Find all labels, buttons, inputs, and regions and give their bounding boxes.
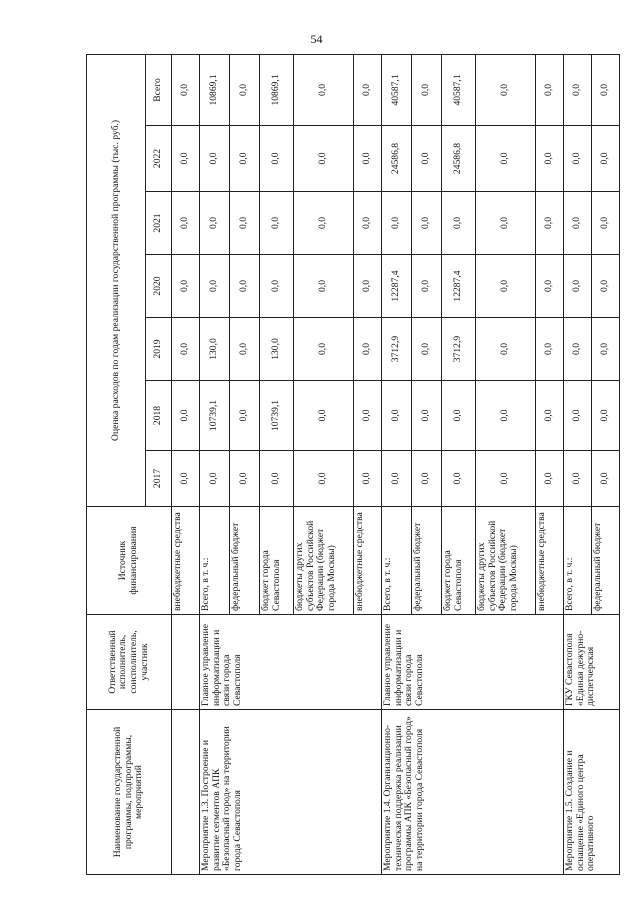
value-cell: 0,0 xyxy=(476,54,536,125)
value-cell: 0,0 xyxy=(476,255,536,318)
value-cell: 130,0 xyxy=(260,318,294,381)
value-cell: 0,0 xyxy=(536,255,564,318)
value-cell: 0,0 xyxy=(564,451,592,507)
measure-1-4-responsible: Главное управление информатизации и связи города Севастополя xyxy=(382,615,564,710)
measure-1-3-name: Мероприятие 1.3. Построение и развитие сегментов АПК «Безопасный город» на территории города Севастополя xyxy=(200,710,382,875)
source-cell: федеральный бюджет xyxy=(230,507,260,615)
year-2018: 2018 xyxy=(146,381,172,451)
value-cell: 0,0 xyxy=(354,192,382,255)
value-cell: 0,0 xyxy=(564,126,592,192)
value-cell: 0,0 xyxy=(172,255,200,318)
value-cell: 12287,4 xyxy=(442,255,476,318)
value-cell: 0,0 xyxy=(294,318,354,381)
source-cell: бюджет города Севастополя xyxy=(260,507,294,615)
value-cell: 3712,9 xyxy=(382,318,412,381)
header-row-1 xyxy=(87,54,146,874)
value-cell: 0,0 xyxy=(442,192,476,255)
value-cell: 0,0 xyxy=(172,451,200,507)
value-cell: 0,0 xyxy=(412,126,442,192)
year-2020: 2020 xyxy=(146,255,172,318)
value-cell: 0,0 xyxy=(172,126,200,192)
value-cell: 0,0 xyxy=(592,381,620,451)
value-cell: 0,0 xyxy=(260,192,294,255)
value-cell: 0,0 xyxy=(172,192,200,255)
value-cell: 0,0 xyxy=(354,451,382,507)
source-cell: внебюджетные средства xyxy=(354,507,382,615)
value-cell: 0,0 xyxy=(382,451,412,507)
source-cell: бюджеты других субъектов Российской Федерации (бюджет города Москвы) xyxy=(294,507,354,615)
value-cell: 10739,1 xyxy=(200,381,230,451)
value-cell: 0,0 xyxy=(230,318,260,381)
header-estimate: Оценка расходов по годам реализации государственной программы (тыс. руб.) xyxy=(87,54,146,506)
value-cell: 0,0 xyxy=(412,318,442,381)
value-cell: 10739,1 xyxy=(260,381,294,451)
rotated-table-wrapper xyxy=(86,55,611,875)
value-cell: 0,0 xyxy=(564,255,592,318)
value-cell: 0,0 xyxy=(200,255,230,318)
value-cell: 0,0 xyxy=(536,381,564,451)
value-cell: 0,0 xyxy=(354,381,382,451)
measure-1-3-responsible: Главное управление информатизации и связи города Севастополя xyxy=(200,615,382,710)
value-cell: 0,0 xyxy=(354,54,382,125)
value-cell: 0,0 xyxy=(200,451,230,507)
header-source: Источник финансирования xyxy=(87,507,172,615)
value-cell: 10869,1 xyxy=(260,54,294,125)
year-total: Всего xyxy=(146,54,172,125)
source-cell: бюджеты других субъектов Российской Федерации (бюджет города Москвы) xyxy=(476,507,536,615)
value-cell: 10869,1 xyxy=(200,54,230,125)
value-cell: 0,0 xyxy=(382,381,412,451)
year-2021: 2021 xyxy=(146,192,172,255)
value-cell: 0,0 xyxy=(412,381,442,451)
value-cell: 0,0 xyxy=(592,54,620,125)
table-row xyxy=(200,54,230,874)
value-cell: 0,0 xyxy=(294,255,354,318)
value-cell: 0,0 xyxy=(294,451,354,507)
value-cell: 0,0 xyxy=(412,255,442,318)
source-cell: внебюджетные средства xyxy=(172,507,200,615)
value-cell: 0,0 xyxy=(294,126,354,192)
value-cell: 0,0 xyxy=(354,126,382,192)
source-cell: федеральный бюджет xyxy=(412,507,442,615)
header-responsible: Ответственный исполнитель, соисполнитель, участник xyxy=(87,615,172,710)
source-cell: бюджет города Севастополя xyxy=(442,507,476,615)
value-cell: 0,0 xyxy=(564,381,592,451)
year-2022: 2022 xyxy=(146,126,172,192)
year-2019: 2019 xyxy=(146,318,172,381)
value-cell: 0,0 xyxy=(476,318,536,381)
source-cell: внебюджетные средства xyxy=(536,507,564,615)
value-cell: 0,0 xyxy=(260,126,294,192)
value-cell: 130,0 xyxy=(200,318,230,381)
name-cell xyxy=(172,710,200,875)
measure-1-5-responsible: ГКУ Севастополя «Единая дежурно-диспетчерская xyxy=(564,615,620,710)
source-cell: Всего, в т. ч.: xyxy=(564,507,592,615)
value-cell: 0,0 xyxy=(476,451,536,507)
measure-1-5-name: Мероприятие 1.5. Создание и оснащение «Единого центра оперативного xyxy=(564,710,620,875)
value-cell: 0,0 xyxy=(354,255,382,318)
value-cell: 0,0 xyxy=(230,381,260,451)
value-cell: 0,0 xyxy=(412,451,442,507)
source-cell: Всего, в т. ч.: xyxy=(200,507,230,615)
value-cell: 0,0 xyxy=(412,192,442,255)
value-cell: 24586,8 xyxy=(382,126,412,192)
value-cell: 0,0 xyxy=(412,54,442,125)
value-cell: 0,0 xyxy=(536,451,564,507)
value-cell: 0,0 xyxy=(592,451,620,507)
value-cell: 0,0 xyxy=(260,255,294,318)
value-cell: 0,0 xyxy=(564,318,592,381)
page-number: 54 xyxy=(310,32,323,46)
value-cell: 0,0 xyxy=(564,54,592,125)
value-cell: 0,0 xyxy=(354,318,382,381)
value-cell: 0,0 xyxy=(476,126,536,192)
value-cell: 0,0 xyxy=(230,192,260,255)
source-cell: Всего, в т. ч.: xyxy=(382,507,412,615)
value-cell: 0,0 xyxy=(200,192,230,255)
value-cell: 0,0 xyxy=(476,381,536,451)
value-cell: 0,0 xyxy=(294,381,354,451)
table-row xyxy=(564,54,592,874)
value-cell: 0,0 xyxy=(592,318,620,381)
value-cell: 0,0 xyxy=(260,451,294,507)
value-cell: 0,0 xyxy=(230,54,260,125)
measure-1-4-name: Мероприятие 1.4. Организационно-техническая поддержка реализации программы АПК «Безопасный город» на территории города Севастополя xyxy=(382,710,564,875)
value-cell: 0,0 xyxy=(172,381,200,451)
value-cell: 0,0 xyxy=(592,255,620,318)
value-cell: 0,0 xyxy=(476,192,536,255)
value-cell: 0,0 xyxy=(294,192,354,255)
value-cell: 0,0 xyxy=(536,126,564,192)
value-cell: 0,0 xyxy=(294,54,354,125)
value-cell: 0,0 xyxy=(592,126,620,192)
resp-cell xyxy=(172,615,200,710)
value-cell: 0,0 xyxy=(200,126,230,192)
budget-table xyxy=(86,54,620,875)
value-cell: 0,0 xyxy=(536,192,564,255)
value-cell: 0,0 xyxy=(564,192,592,255)
value-cell: 3712,9 xyxy=(442,318,476,381)
value-cell: 0,0 xyxy=(442,451,476,507)
value-cell: 0,0 xyxy=(536,54,564,125)
year-2017: 2017 xyxy=(146,451,172,507)
value-cell: 40587,1 xyxy=(442,54,476,125)
value-cell: 0,0 xyxy=(172,54,200,125)
value-cell: 40587,1 xyxy=(382,54,412,125)
value-cell: 0,0 xyxy=(230,126,260,192)
table-row xyxy=(172,54,200,874)
table-row xyxy=(382,54,412,874)
value-cell: 0,0 xyxy=(592,192,620,255)
source-cell: федеральный бюджет xyxy=(592,507,620,615)
value-cell: 0,0 xyxy=(382,192,412,255)
header-name: Наименование государственной программы, подпрограммы, мероприятий xyxy=(87,710,172,875)
value-cell: 0,0 xyxy=(536,318,564,381)
value-cell: 0,0 xyxy=(230,255,260,318)
value-cell: 24586,8 xyxy=(442,126,476,192)
value-cell: 0,0 xyxy=(442,381,476,451)
value-cell: 0,0 xyxy=(230,451,260,507)
value-cell: 12287,4 xyxy=(382,255,412,318)
value-cell: 0,0 xyxy=(172,318,200,381)
